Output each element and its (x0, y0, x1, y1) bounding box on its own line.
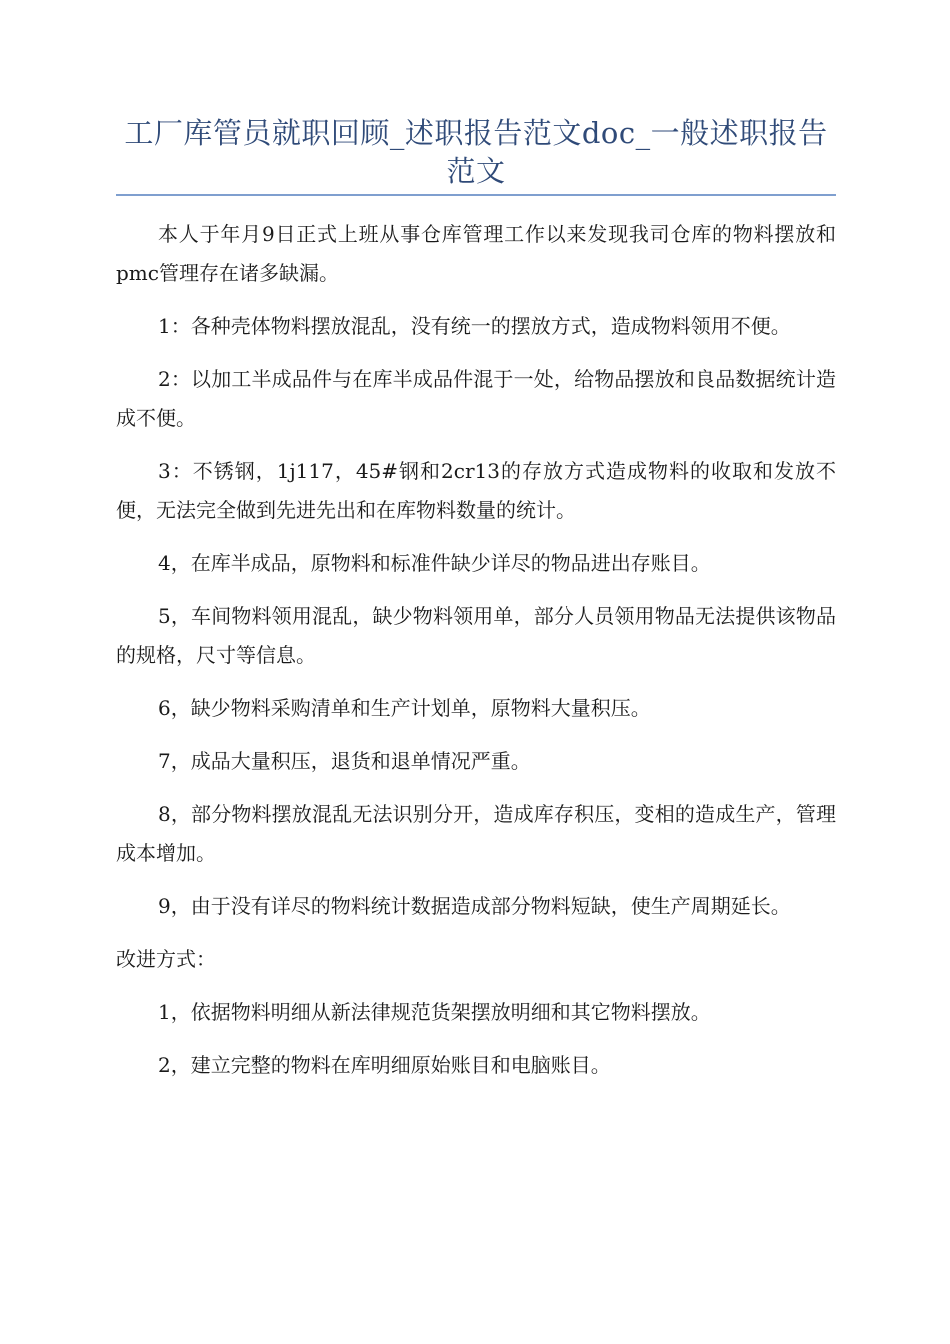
paragraph-issue-8: 8，部分物料摆放混乱无法识别分开，造成库存积压，变相的造成生产，管理成本增加。 (116, 802, 836, 865)
paragraph-improvement-2: 2，建立完整的物料在库明细原始账目和电脑账目。 (158, 1053, 611, 1077)
paragraph-intro: 本人于年月9日正式上班从事仓库管理工作以来发现我司仓库的物料摆放和pmc管理存在诸多缺漏。 (116, 222, 836, 285)
paragraph-issue-4: 4，在库半成品，原物料和标准件缺少详尽的物品进出存账目。 (158, 551, 711, 575)
paragraph-issue-7: 7，成品大量积压，退货和退单情况严重。 (158, 749, 531, 773)
paragraph-issue-5: 5，车间物料领用混乱，缺少物料领用单，部分人员领用物品无法提供该物品的规格，尺寸等信息。 (116, 604, 836, 667)
paragraph-issue-3: 3：不锈钢，1j117，45#钢和2cr13的存放方式造成物料的收取和发放不便，无法完全做到先进先出和在库物料数量的统计。 (116, 459, 836, 522)
section-heading-improvements: 改进方式： (116, 947, 216, 971)
paragraph-improvement-1: 1，依据物料明细从新法律规范货架摆放明细和其它物料摆放。 (158, 1000, 711, 1024)
paragraph-issue-2: 2：以加工半成品件与在库半成品件混于一处，给物品摆放和良品数据统计造成不便。 (116, 367, 836, 430)
paragraph-issue-6: 6，缺少物料采购清单和生产计划单，原物料大量积压。 (158, 696, 651, 720)
paragraph-issue-9: 9，由于没有详尽的物料统计数据造成部分物料短缺，使生产周期延长。 (158, 894, 791, 918)
document-body (116, 215, 836, 1085)
paragraph-issue-1: 1：各种壳体物料摆放混乱，没有统一的摆放方式，造成物料领用不便。 (158, 314, 791, 338)
document-title: 工厂库管员就职回顾_述职报告范文doc_一般述职报告范文 (124, 116, 828, 188)
document-page (116, 0, 836, 1099)
title-underline (116, 194, 836, 196)
